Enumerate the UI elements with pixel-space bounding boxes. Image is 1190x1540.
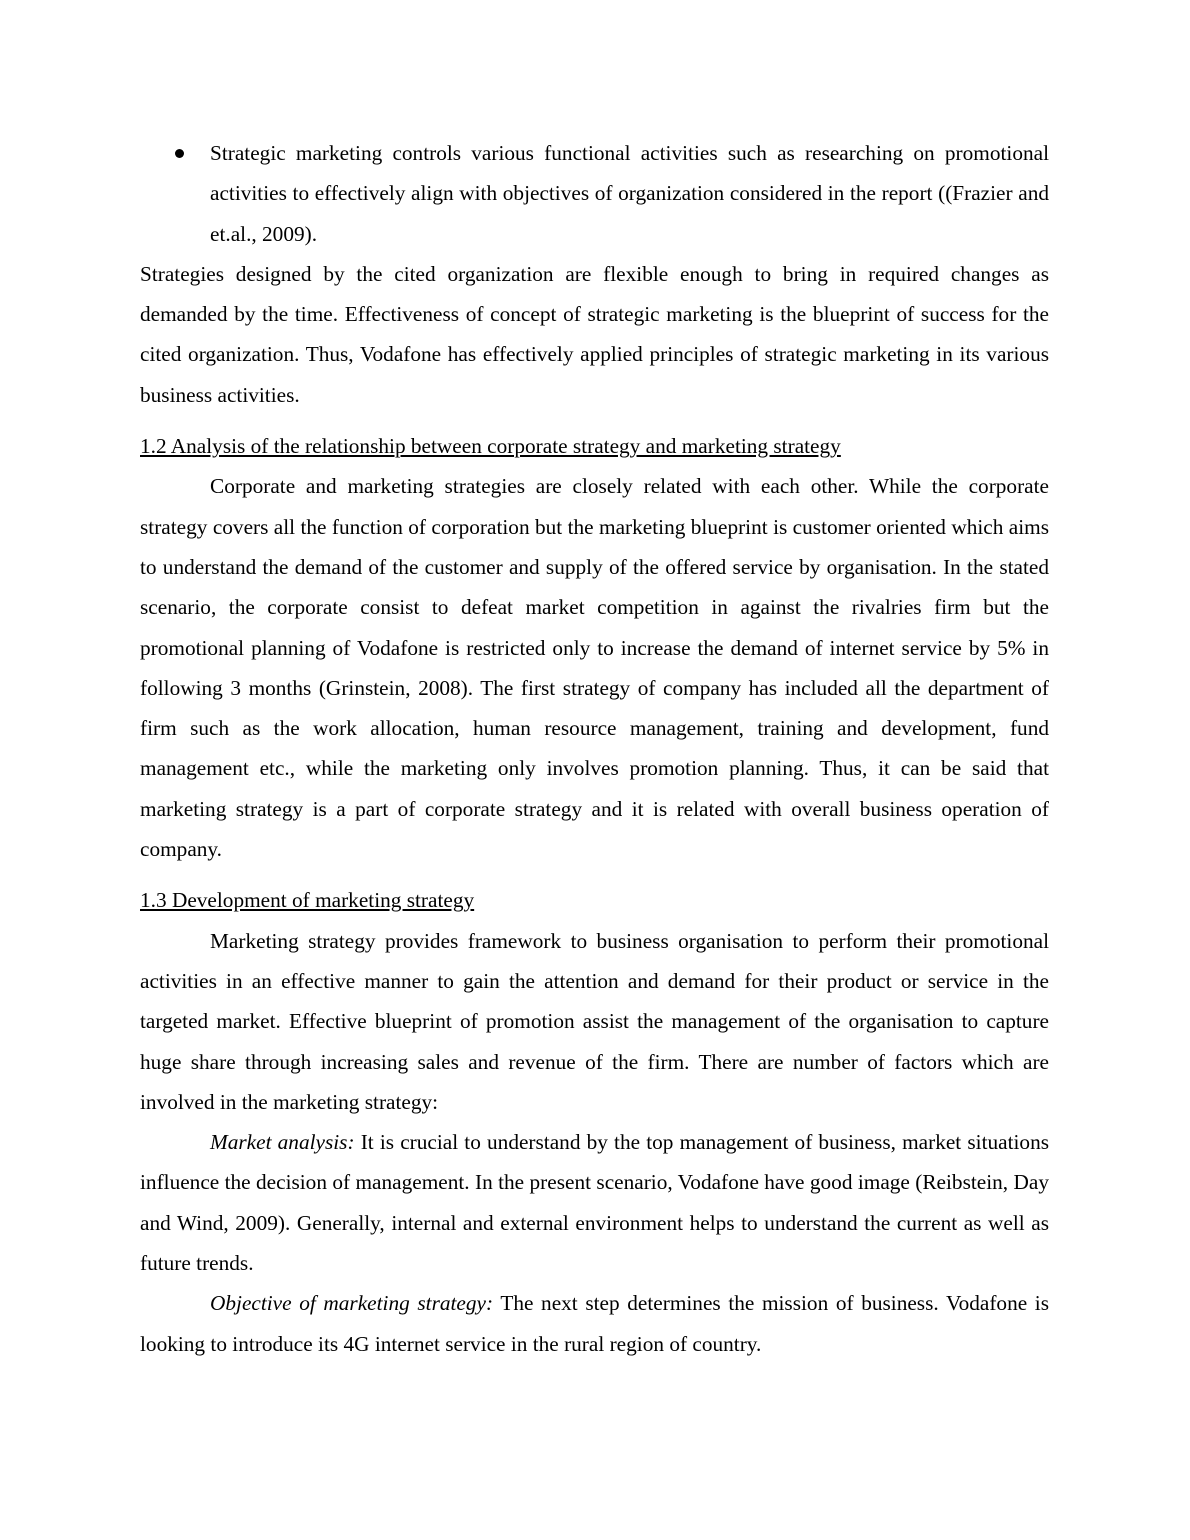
objective-label: Objective of marketing strategy: — [210, 1291, 494, 1316]
section-heading-1-3: 1.3 Development of marketing strategy — [140, 888, 475, 913]
paragraph-marketing-strategy: Marketing strategy provides framework to business organisation to perform their promotional activities in an effective manner to gain the attention and demand for their product or service in the targeted market. Effective blueprint of promotion assist the management of the organisation to capture huge share through increasing sales and revenue of the firm. There are number of factors which are involved in the marketing strategy: — [140, 928, 1049, 1114]
paragraph-corporate-marketing: Corporate and marketing strategies are closely related with each other. While the corporate strategy covers all the function of corporation but the marketing blueprint is customer oriented which aims to understand the demand of the customer and supply of the offered service by organisation. In the stated scenario, the corporate consist to defeat market competition in against the rivalries firm but the promotional planning of Vodafone is restricted only to increase the demand of internet service by 5% in following 3 months (Grinstein, 2008). The first strategy of company has included all the department of firm such as the work allocation, human resource management, training and development, fund management etc., while the marketing only involves promotion planning. Thus, it can be said that marketing strategy is a part of corporate strategy and it is related with overall business operation of company. — [140, 474, 1049, 862]
bullet-text: Strategic marketing controls various functional activities such as researching on promotional activities to effectively align with objectives of organization considered in the report ((Frazier and et.al., 2009). — [210, 141, 1049, 246]
paragraph-market-analysis — [140, 1122, 1049, 1283]
document-page — [140, 133, 1049, 1364]
bullet-list — [140, 133, 1049, 254]
bullet-item — [140, 133, 1049, 254]
market-analysis-label: Market analysis: — [210, 1130, 355, 1155]
paragraph-strategies: Strategies designed by the cited organization are flexible enough to bring in required changes as demanded by the time. Effectiveness of concept of strategic marketing is the blueprint of success for the cited organization. Thus, Vodafone has effectively applied principles of strategic marketing in its various business activities. — [140, 261, 1049, 407]
objective-text: The next step determines the mission of business. Vodafone is looking to introduce its 4G internet service in the rural region of country. — [140, 1291, 1049, 1356]
market-analysis-text: It is crucial to understand by the top management of business, market situations influence the decision of management. In the present scenario, Vodafone have good image (Reibstein, Day and Wind, 2009). Generally, internal and external environment helps to understand the current as well as future trends. — [140, 1130, 1049, 1276]
paragraph-objective — [140, 1283, 1049, 1364]
section-heading-1-2: 1.2 Analysis of the relationship between corporate strategy and marketing strategy — [140, 434, 841, 459]
bullet-dot-icon — [175, 149, 184, 158]
